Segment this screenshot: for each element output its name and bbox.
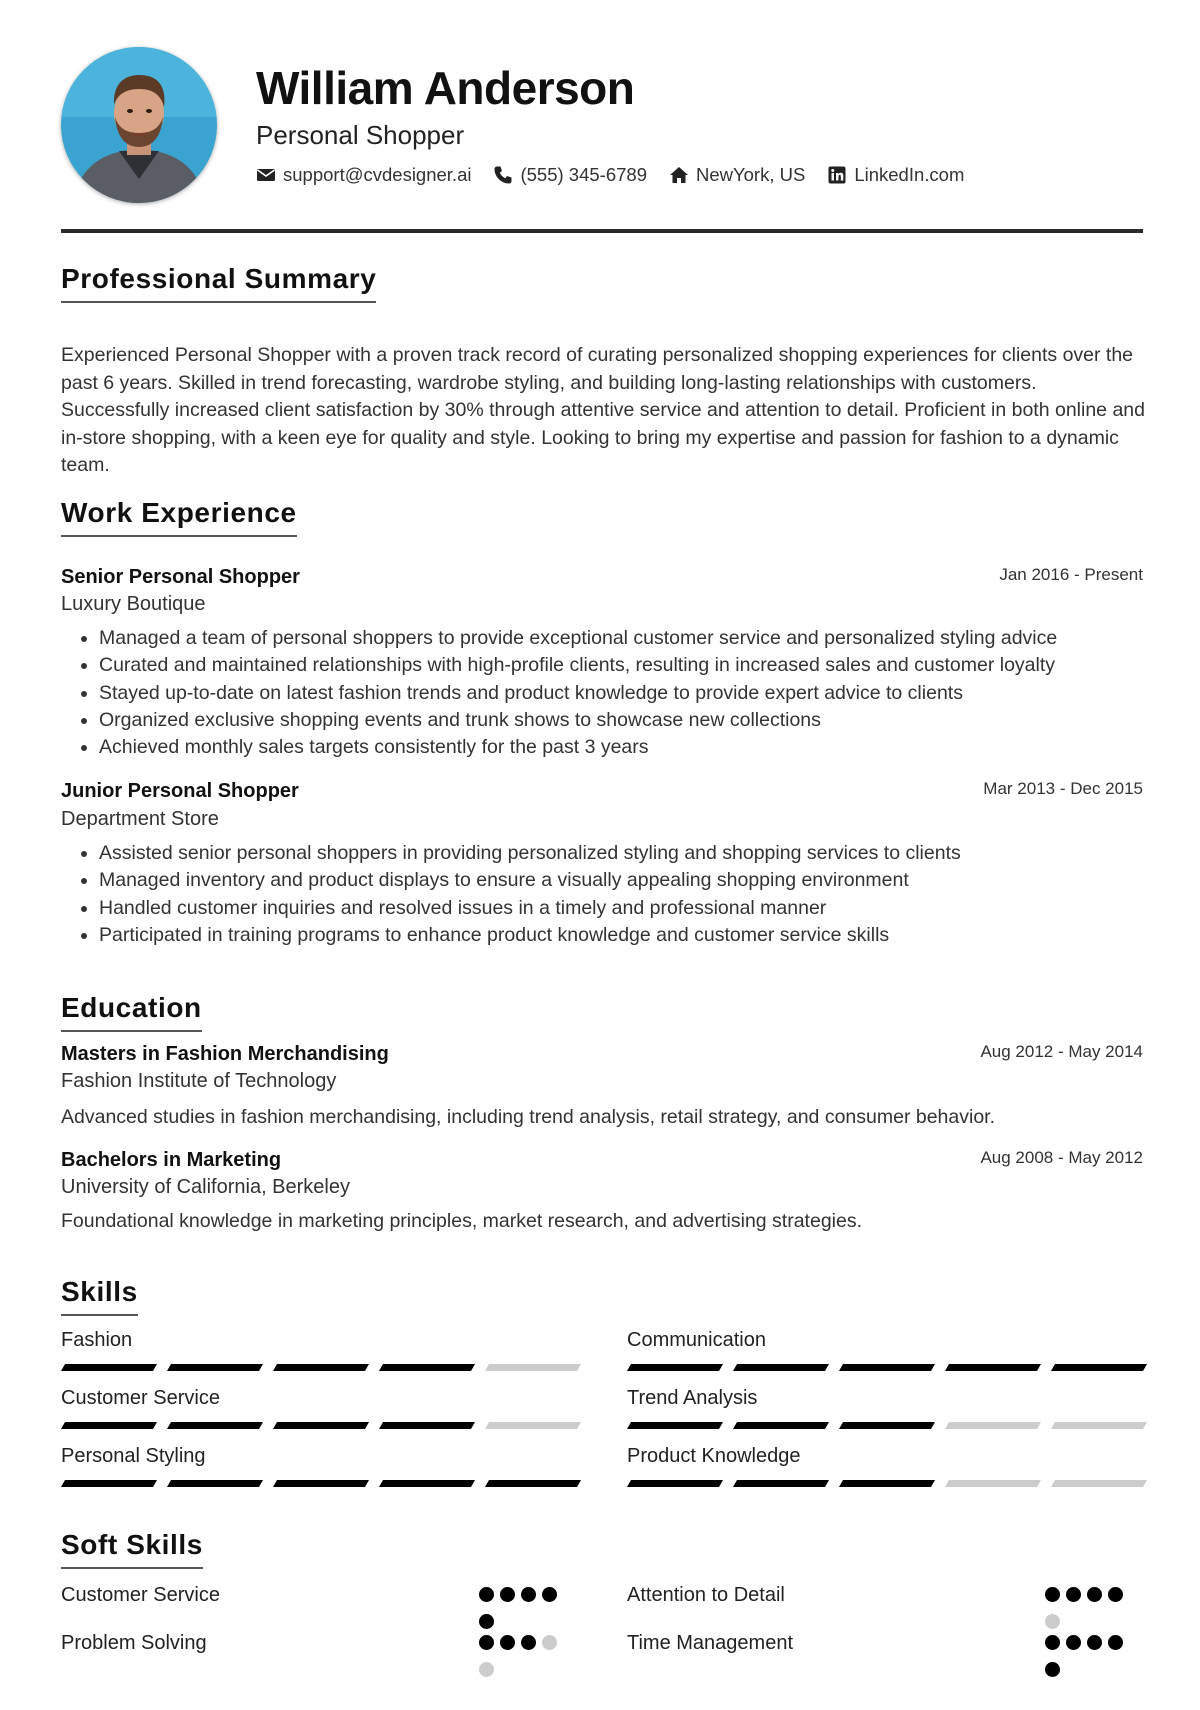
skill-name: Trend Analysis — [627, 1387, 758, 1409]
contact-location-text: NewYork, US — [695, 164, 806, 185]
job-bullet: • Achieved monthly sales targets consistently for the past 3 years — [99, 734, 1181, 761]
skill-item — [627, 1385, 1147, 1411]
candidate-name: William Anderson — [256, 62, 635, 114]
job-bullet: • Assisted senior personal shoppers in providing personalized styling and shopping services to clients — [99, 840, 1181, 867]
skill-item — [627, 1443, 1147, 1469]
skill-segment-filled — [167, 1364, 263, 1371]
job-dates: Mar 2013 - Dec 2015 — [983, 779, 1143, 798]
soft-skill-dot-filled — [521, 1587, 536, 1602]
contact-phone[interactable] — [493, 164, 647, 186]
skill-segment-filled — [839, 1422, 935, 1429]
degree-title: Masters in Fashion Merchandising — [61, 1043, 389, 1065]
soft-skill-name: Customer Service — [61, 1584, 220, 1606]
school-name: University of California, Berkeley — [61, 1176, 350, 1198]
home-icon — [669, 165, 689, 185]
soft-skill-dot-filled — [1087, 1587, 1102, 1602]
soft-skill-dot-filled — [500, 1587, 515, 1602]
job-bullet: • Stayed up-to-date on latest fashion trends and product knowledge to provide expert advice to clients — [99, 680, 1181, 707]
profile-photo — [61, 47, 217, 203]
contact-phone-text: (555) 345-6789 — [520, 164, 647, 185]
skill-name: Customer Service — [61, 1387, 220, 1409]
candidate-title: Personal Shopper — [256, 120, 465, 150]
soft-skill-dot-filled — [542, 1587, 557, 1602]
soft-skill-name: Problem Solving — [61, 1632, 207, 1654]
job-company: Luxury Boutique — [61, 593, 206, 615]
soft-skill-dot-filled — [1045, 1587, 1060, 1602]
skill-segment-empty — [485, 1422, 581, 1429]
skill-level-bar — [61, 1422, 581, 1429]
skill-segment-empty — [945, 1422, 1041, 1429]
skill-segment-empty — [1051, 1480, 1147, 1487]
skill-segment-filled — [733, 1364, 829, 1371]
skill-segment-filled — [61, 1422, 157, 1429]
soft-skill-dot-filled — [479, 1587, 494, 1602]
contact-location — [669, 164, 805, 186]
skill-segment-empty — [1051, 1422, 1147, 1429]
skill-segment-filled — [273, 1422, 369, 1429]
summary-text: Experienced Personal Shopper with a proven track record of curating personalized shopping experiences for clients over the past 6 years. Skilled in trend forecasting, wardrobe styling, and building long-lasting relationships with customers. Successfully increased client satisfaction by 30% through attentive service and attention to detail. Proficient in both online and in-store shopping, with a keen eye for quality and style. Looking to bring my expertise and passion for fashion to a dynamic team. — [61, 344, 1145, 476]
soft-skill-item — [627, 1630, 1147, 1710]
phone-icon — [493, 165, 513, 185]
job-bullets — [61, 625, 1181, 761]
job-title: Senior Personal Shopper — [61, 566, 300, 588]
contact-info — [256, 164, 986, 186]
skill-segment-filled — [733, 1422, 829, 1429]
skill-segment-filled — [839, 1480, 935, 1487]
skills-heading: Skills — [61, 1274, 138, 1316]
skill-segment-filled — [273, 1480, 369, 1487]
resume-page — [61, 0, 1143, 1684]
skill-name: Personal Styling — [61, 1445, 206, 1467]
experience-heading: Work Experience — [61, 495, 297, 537]
linkedin-icon — [827, 165, 847, 185]
skill-segment-empty — [485, 1364, 581, 1371]
soft-skill-dot-filled — [500, 1635, 515, 1650]
skill-name: Communication — [627, 1329, 766, 1351]
skill-level-bar — [61, 1480, 581, 1487]
soft-skill-name: Attention to Detail — [627, 1584, 785, 1606]
job-bullet: • Managed a team of personal shoppers to provide exceptional customer service and personalized styling advice — [99, 625, 1181, 652]
soft-skill-dot-filled — [479, 1635, 494, 1650]
skill-level-bar — [627, 1480, 1147, 1487]
job-bullet: • Handled customer inquiries and resolved issues in a timely and professional manner — [99, 895, 1181, 922]
soft-skill-dot-filled — [1108, 1587, 1123, 1602]
job-bullets — [61, 840, 1181, 949]
skill-item — [61, 1443, 581, 1469]
skill-segment-filled — [167, 1480, 263, 1487]
skill-segment-filled — [733, 1480, 829, 1487]
soft-skill-item — [61, 1630, 581, 1710]
soft-skill-dots — [1045, 1635, 1135, 1685]
job-bullet: • Curated and maintained relationships with high-profile clients, resulting in increased sales and customer loyalty — [99, 652, 1181, 679]
soft-skill-dot-filled — [479, 1614, 494, 1629]
skill-segment-filled — [61, 1480, 157, 1487]
job-bullet: • Participated in training programs to enhance product knowledge and customer service skills — [99, 922, 1181, 949]
skill-segment-filled — [627, 1364, 723, 1371]
skill-segment-filled — [1051, 1364, 1147, 1371]
soft-skill-dot-empty — [479, 1662, 494, 1677]
soft-skill-dot-filled — [521, 1635, 536, 1650]
envelope-icon — [256, 165, 276, 185]
job-bullet: • Organized exclusive shopping events and trunk shows to showcase new collections — [99, 707, 1181, 734]
soft-skills-heading: Soft Skills — [61, 1527, 203, 1569]
skill-item — [61, 1385, 581, 1411]
skill-segment-filled — [379, 1480, 475, 1487]
job-bullet: • Managed inventory and product displays to ensure a visually appealing shopping environment — [99, 867, 1181, 894]
job-title: Junior Personal Shopper — [61, 780, 299, 802]
soft-skill-dot-filled — [1066, 1635, 1081, 1650]
soft-skill-dot-filled — [1087, 1635, 1102, 1650]
skill-segment-filled — [945, 1364, 1041, 1371]
soft-skill-dot-filled — [1066, 1587, 1081, 1602]
soft-skill-dot-filled — [1045, 1662, 1060, 1677]
skill-level-bar — [627, 1364, 1147, 1371]
skill-segment-filled — [273, 1364, 369, 1371]
contact-email[interactable] — [256, 164, 471, 186]
skill-segment-filled — [627, 1480, 723, 1487]
job-dates: Jan 2016 - Present — [999, 565, 1143, 584]
skill-segment-filled — [627, 1422, 723, 1429]
skill-segment-filled — [485, 1480, 581, 1487]
skill-segment-filled — [839, 1364, 935, 1371]
degree-dates: Aug 2008 - May 2012 — [980, 1148, 1143, 1167]
contact-linkedin-text: LinkedIn.com — [854, 164, 965, 185]
soft-skill-name: Time Management — [627, 1632, 793, 1654]
education-heading: Education — [61, 990, 202, 1032]
degree-dates: Aug 2012 - May 2014 — [980, 1042, 1143, 1061]
skill-segment-empty — [945, 1480, 1041, 1487]
degree-description: Advanced studies in fashion merchandising, including trend analysis, retail strategy, and consumer behavior. — [61, 1106, 996, 1128]
skill-item — [627, 1327, 1147, 1353]
summary-heading: Professional Summary — [61, 261, 376, 303]
skill-level-bar — [61, 1364, 581, 1371]
skill-level-bar — [627, 1422, 1147, 1429]
skill-name: Product Knowledge — [627, 1445, 801, 1467]
contact-linkedin[interactable] — [827, 164, 964, 186]
skill-segment-filled — [379, 1422, 475, 1429]
soft-skill-dot-filled — [1108, 1635, 1123, 1650]
skill-item — [61, 1327, 581, 1353]
soft-skill-dot-empty — [1045, 1614, 1060, 1629]
soft-skill-dot-empty — [542, 1635, 557, 1650]
skill-segment-filled — [167, 1422, 263, 1429]
degree-title: Bachelors in Marketing — [61, 1149, 282, 1171]
school-name: Fashion Institute of Technology — [61, 1070, 337, 1092]
soft-skill-dot-filled — [1045, 1635, 1060, 1650]
profile-photo-image — [61, 47, 217, 203]
job-company: Department Store — [61, 808, 219, 830]
contact-email-text: support@cvdesigner.ai — [283, 164, 472, 185]
degree-description: Foundational knowledge in marketing principles, market research, and advertising strategies. — [61, 1210, 863, 1232]
skill-name: Fashion — [61, 1329, 133, 1351]
header-divider — [61, 229, 1143, 233]
skill-segment-filled — [61, 1364, 157, 1371]
skill-segment-filled — [379, 1364, 475, 1371]
soft-skill-dots — [479, 1635, 569, 1685]
